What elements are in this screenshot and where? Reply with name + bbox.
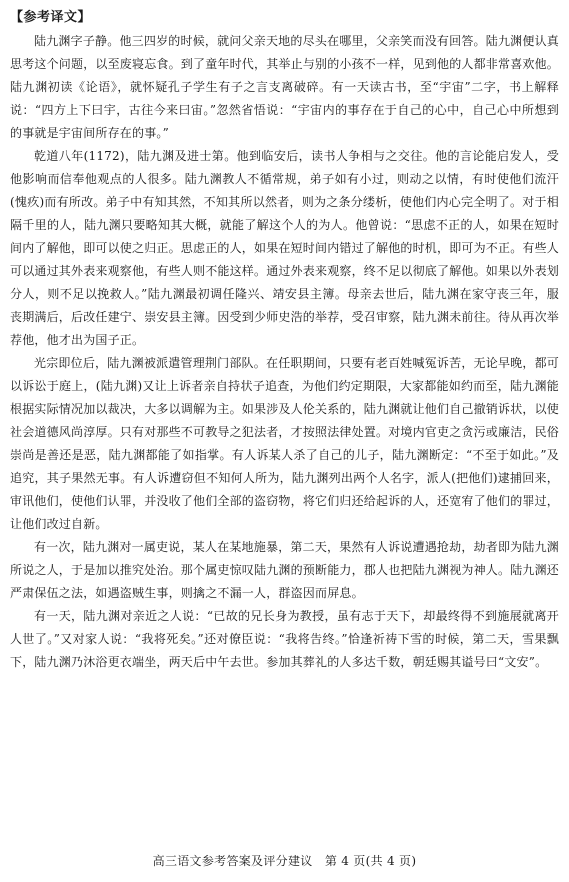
paragraph-3: 光宗即位后，陆九渊被派遣管理荆门部队。在任职期间，只要有老百姓喊冤诉苦，无论早晚，都可以诉讼于庭上，(陆九渊)又让上诉者亲自持状子追查，为他们约定期限，大家都能如约而至，陆九渊能根据实际情况加以裁决，大多以调解为主。如果涉及人伦关系的，陆九渊就让他们自己撤销诉状，以使社会道德风尚淳厚。只有对那些不可教导之犯法者，才按照法律处置。对境内官吏之贪污或廉洁，民俗崇尚是善还是恶，陆九渊都能了如指掌。有人诉某人杀了自己的儿子，陆九渊断定：“不至于如此。”及追究，其子果然无事。有人诉遭窃但不知何人所为，陆九渊列出两个人名字，派人(把他们)逮捕回来，审讯他们，使他们认罪，并没收了他们全部的盗窃物，将它们归还给起诉的人，还宽宥了他们的罪过，让他们改过自新。 [10,356,560,531]
page-footer: 高三语文参考答案及评分建议 第 4 页(共 4 页) [152,854,417,868]
paragraph-1: 陆九渊字子静。他三四岁的时候，就问父亲天地的尽头在哪里，父亲笑而没有回答。陆九渊便认真思考这个问题，以至废寝忘食。到了童年时代，其举止与别的小孩不一样，见到他的人都非常喜欢他。陆九渊初读《论语》，就怀疑孔子学生有子之言支离破碎。有一天读古书，至“宇宙”二字，书上解释说：“四方上下曰宇，古往今来曰宙。”忽然省悟说：“宇宙内的事存在于自己的心中，自己心中所想到的事就是宇宙间所存在的事。” [10,34,560,140]
section-heading: 【参考译文】 [10,10,92,25]
paragraph-5: 有一天，陆九渊对亲近之人说：“已故的兄长身为教授，虽有志于天下，却最终得不到施展就离开人世了。”又对家人说：“我将死矣。”还对僚臣说：“我将告终。”恰逢祈祷下雪的时候，第二天，雪果飘下，陆九渊乃沐浴更衣端坐，两天后中午去世。参加其葬礼的人多达千数，朝廷赐其谥号曰“文安”。 [10,609,559,669]
paragraph-4: 有一次，陆九渊对一属吏说，某人在某地施暴，第二天，果然有人诉说遭遇抢劫，劫者即为陆九渊所说之人，于是加以推究处治。那个属吏惊叹陆九渊的预断能力，郡人也把陆九渊视为神人。陆九渊还严肃保伍之法，如遇盗贼生事，则擒之不漏一人，群盗因而屏息。 [10,540,560,600]
paragraph-2: 乾道八年(1172)，陆九渊及进士第。他到临安后，读书人争相与之交往。他的言论能启发人，受他影响而信奉他观点的人很多。陆九渊教人不循常规，弟子如有小过，则动之以情，有时使他们流汗(愧疚)而有所改。弟子中有知其然，不知其所以然者，则为之条分缕析，使他们内心完全明了。对于相隔千里的人，陆九渊只要略知其大概，就能了解这个人的为人。他曾说：“思虑不正的人，如果在短时间内了解他，即可以使之归正。思虑正的人，如果在短时间内错过了解他的时机，即可为不正。有些人可以通过其外表来观察他，有些人则不能这样。通过外表来观察，终不足以彻底了解他。如果以外表划分人，则不足以挽救人。”陆九渊最初调任隆兴、靖安县主簿。母亲去世后，陆九渊在家守丧三年，服丧期满后，后改任建宁、崇安县主簿。因受到少师史浩的举荐，受召审察，陆九渊未前往。待从再次举荐他，他才出为国子正。 [10,149,560,347]
